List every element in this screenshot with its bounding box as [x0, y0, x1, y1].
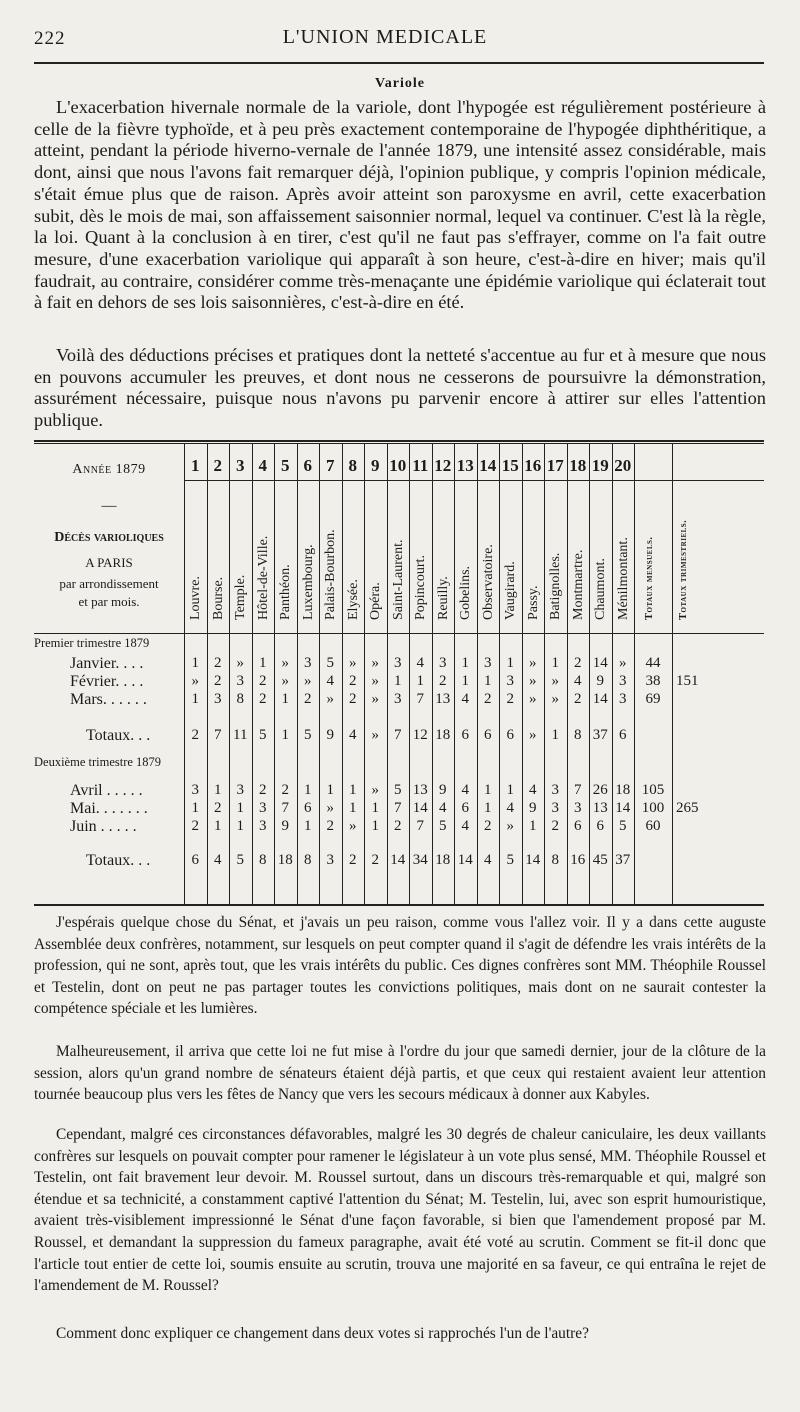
table-cell: 3 — [551, 800, 559, 816]
table-cell: 3 — [236, 782, 244, 798]
monthly-total: 38 — [645, 673, 661, 689]
table-cell: 1 — [214, 818, 222, 834]
table-cell: 9 — [596, 673, 604, 689]
section-title: Variole — [374, 76, 426, 91]
table-cell: » — [371, 673, 379, 689]
table-cell: 1 — [281, 691, 289, 707]
totals-cell: 8 — [259, 852, 267, 868]
table-cell: » — [371, 782, 379, 798]
table-cell: 2 — [326, 818, 334, 834]
row-label: Mai. . . . . . . — [70, 800, 148, 817]
table-cell: 5 — [394, 782, 402, 798]
table-cell: » — [326, 691, 334, 707]
table-cell: » — [529, 655, 537, 671]
table-cell: » — [281, 673, 289, 689]
quarterly-total-2: 265 — [676, 800, 699, 816]
table-cell: 2 — [574, 691, 582, 707]
quarter-label-2: Deuxième trimestre 1879 — [34, 755, 162, 769]
column-number: 3 — [236, 456, 245, 475]
totals-cell: 11 — [233, 727, 248, 743]
table-bottom-rule — [34, 904, 764, 906]
table-top-rule-2 — [34, 443, 764, 444]
column-number: 18 — [569, 456, 587, 475]
table-cell: 1 — [461, 655, 469, 671]
column-name: Luxembourg. — [300, 544, 316, 620]
table-cell: » — [326, 800, 334, 816]
table-cell: » — [349, 655, 357, 671]
totals-cell: 34 — [412, 852, 428, 868]
table-cell: 14 — [592, 655, 608, 671]
column-name: Ménilmontant. — [615, 537, 631, 620]
paragraph-5: Cependant, malgré ces circonstances défavorables, malgré les 30 degrés de chaleur caniculaire, les deux vaillants confrères sur lesquels on pouvait compter pour ramener le législateur à un vote plus sensé, MM. Théophile Roussel et Testelin, ont fait bravement leur devoir. M. Roussel surtout, dans un discours très-remarquable et qui, malgré son étendue et sa technicité, a constamment captivé l'attention du Sénat; M. Testelin, lui, avec son esprit humouristique, avaient très-visiblement impressionné le Sénat d'une façon favorable, si bien que l'amendement proposé par M. Roussel, et demandant la suppression du fameux paragraphe, avait été voté au scrutin. Comment se fit-il donc que l'article tout entier de cette loi, soumis ensuite au scrutin, trouva une majorité en sa faveur, ce qui entraîna le rejet de l'amendement de M. Roussel? — [34, 1126, 766, 1295]
table-cell: 7 — [416, 818, 424, 834]
totals-cell: 6 — [484, 727, 492, 743]
table-cell: 7 — [394, 800, 402, 816]
totals-cell: 18 — [435, 852, 451, 868]
table-cell: 1 — [349, 782, 357, 798]
paragraph-2: Voilà des déductions précises et pratiques dont la netteté s'accentue au fur et à mesure que nous en pouvons accumuler les preuves, et dont nous ne cesserons de poursuivre la démonstration, assurément nécessaire, puisque nous n'avons pu parvenir encore à attirer sur elles l'attention publique. — [34, 345, 766, 431]
column-name: Saint-Laurent. — [390, 539, 406, 620]
paragraph-4: Malheureusement, il arriva que cette loi ne fut mise à l'ordre du jour que samedi dernier, jour de la clôture de la session, alors qu'un grand nombre de sénateurs étaient déjà partis, et que ceux qui restaient avaient leur attention tournée beaucoup plus vers les fêtes de Nancy que vers les secours médicaux à donner aux Kabyles. — [34, 1043, 766, 1104]
totals-cell: 8 — [304, 852, 312, 868]
paragraph-1: L'exacerbation hivernale normale de la variole, dont l'hypogée est régulièrement postérieure à celle de la fièvre typhoïde, et à peu près exactement contemporaine de l'hypogée diphthéritique, a atteint, pendant la période hiverno-vernale de l'année 1879, une intensité assez considérable, mais dont, ainsi que nous l'avons fait remarquer déjà, l'opinion publique, y compris l'opinion médicale, s'était émue plus que de raison. Après avoir atteint son paroxysme en avril, cette exacerbation subit, dès le mois de mai, son affaissement saisonnier normal, lequel va continuer. C'est là la règle, la loi. Quant à la conclusion à en tirer, c'est qu'il ne faut pas s'effrayer, comme on l'a fait outre mesure, d'une exacerbation variolique qui apparaît à son heure, c'est-à-dire en hiver; mais qu'il faudrait, au contraire, considérer comme très-menaçante une épidémie variolique qui éclaterait tout à fait en dehors de ses lois saisonnières, c'est-à-dire en été. — [34, 97, 766, 313]
table-cell: » — [281, 655, 289, 671]
table-cell: 2 — [191, 818, 199, 834]
table-cell: 1 — [191, 655, 199, 671]
table-cell: 6 — [596, 818, 604, 834]
column-name: Louvre. — [188, 576, 203, 620]
heading-arr: par arrondissement — [59, 576, 159, 591]
table-cell: 4 — [461, 691, 469, 707]
column-number: 19 — [591, 456, 609, 475]
totals-cell: 18 — [435, 727, 451, 743]
monthly-total: 69 — [645, 691, 661, 707]
column-name: Observatoire. — [480, 544, 496, 620]
quarterly-total-1: 151 — [676, 673, 699, 689]
table-cell: 2 — [214, 800, 222, 816]
table-cell: 2 — [214, 655, 222, 671]
totals-cell: 14 — [390, 852, 406, 868]
row-label: Avril . . . . . — [70, 782, 143, 799]
table-cell: » — [236, 655, 244, 671]
table-cell: 1 — [506, 655, 514, 671]
table-cell: 1 — [304, 782, 312, 798]
table-cell: 4 — [529, 782, 537, 798]
column-name: Palais-Bourbon. — [323, 529, 338, 620]
column-name: Popincourt. — [413, 555, 428, 620]
table-cell: 1 — [416, 673, 424, 689]
column-name: Panthéon. — [278, 564, 293, 620]
totals-cell: 5 — [259, 727, 267, 743]
table-cell: » — [529, 673, 537, 689]
totals-cell: 3 — [326, 852, 334, 868]
totals-cell: 2 — [371, 852, 379, 868]
table-cell: 4 — [461, 818, 469, 834]
table-cell: 2 — [259, 782, 267, 798]
table-cell: 1 — [394, 673, 402, 689]
totals-cell: » — [529, 727, 537, 743]
table-cell: 7 — [281, 800, 289, 816]
table-cell: 2 — [349, 691, 357, 707]
table-cell: » — [506, 818, 514, 834]
table-cell: 2 — [304, 691, 312, 707]
totals-cell: 6 — [506, 727, 514, 743]
totals-cell: 6 — [461, 727, 469, 743]
totals-cell: 9 — [326, 727, 334, 743]
table-cell: 3 — [484, 655, 492, 671]
table-cell: 9 — [281, 818, 289, 834]
table-cell: 13 — [435, 691, 451, 707]
totals-cell: 5 — [506, 852, 514, 868]
table-cell: 2 — [484, 691, 492, 707]
column-number: 16 — [524, 456, 542, 475]
journal-title: L'UNION MEDICALE — [282, 26, 488, 48]
totals-cell: » — [371, 727, 379, 743]
table-cell: 3 — [394, 655, 402, 671]
table-cell: 5 — [619, 818, 627, 834]
table-cell: 1 — [259, 655, 267, 671]
table-cell: » — [304, 673, 312, 689]
totals-cell: 4 — [484, 852, 492, 868]
table-cell: 4 — [574, 673, 582, 689]
column-number: 10 — [389, 456, 407, 475]
totals-cell: 18 — [277, 852, 293, 868]
column-number: 9 — [371, 456, 380, 475]
table-cell: 13 — [412, 782, 428, 798]
table-cell: 3 — [259, 800, 267, 816]
table-cell: 1 — [461, 673, 469, 689]
table-cell: 1 — [191, 691, 199, 707]
totals-cell: 14 — [525, 852, 541, 868]
table-cell: 1 — [506, 782, 514, 798]
table-cell: 1 — [214, 782, 222, 798]
totals-cell: 7 — [214, 727, 222, 743]
row-label: Mars. . . . . . — [70, 691, 147, 708]
column-name: Chaumont. — [593, 558, 608, 620]
table-cell: 13 — [592, 800, 608, 816]
column-name: Elysée. — [345, 579, 361, 620]
column-name-quarterly-totals: Totaux trimestriels. — [678, 519, 689, 620]
totals-cell: 45 — [592, 852, 608, 868]
table-cell: 1 — [191, 800, 199, 816]
table-cell: 3 — [214, 691, 222, 707]
table-cell: 1 — [484, 782, 492, 798]
table-cell: 2 — [574, 655, 582, 671]
column-number: 20 — [614, 456, 632, 475]
column-name: Batignolles. — [548, 552, 563, 620]
table-cell: 1 — [551, 655, 559, 671]
table-cell: 7 — [574, 782, 582, 798]
table-cell: 3 — [619, 691, 627, 707]
column-name: Vaugirard. — [503, 561, 518, 620]
table-cell: 3 — [551, 782, 559, 798]
table-cell: 1 — [349, 800, 357, 816]
monthly-total: 44 — [645, 655, 661, 671]
table-cell: » — [371, 655, 379, 671]
table-cell: 4 — [506, 800, 514, 816]
table-cell: 18 — [615, 782, 631, 798]
table-cell: 4 — [326, 673, 334, 689]
number-row-rule — [184, 480, 764, 481]
totals-cell: 37 — [592, 727, 608, 743]
totals-cell: 16 — [570, 852, 586, 868]
column-name: Gobelins. — [458, 565, 473, 620]
table-cell: 2 — [349, 673, 357, 689]
row-label: Janvier. . . . — [70, 655, 144, 672]
table-cell: 3 — [619, 673, 627, 689]
totals-cell: 1 — [551, 727, 559, 743]
column-name: Bourse. — [210, 576, 226, 620]
column-number: 12 — [434, 456, 452, 475]
table-cell: 3 — [506, 673, 514, 689]
table-cell: 4 — [461, 782, 469, 798]
table-cell: 8 — [236, 691, 244, 707]
totals-cell: 12 — [412, 727, 428, 743]
table-cell: » — [529, 691, 537, 707]
totals-cell: 1 — [281, 727, 289, 743]
table-cell: 3 — [191, 782, 199, 798]
column-name: Temple. — [233, 574, 248, 620]
table-cell: 2 — [551, 818, 559, 834]
table-cell: 14 — [615, 800, 631, 816]
table-cell: 2 — [394, 818, 402, 834]
header-rule — [34, 62, 764, 64]
table-cell: 1 — [529, 818, 537, 834]
table-cell: 1 — [371, 800, 379, 816]
table-cell: 14 — [592, 691, 608, 707]
row-label: Juin . . . . . — [70, 818, 137, 835]
table-cell: 1 — [484, 800, 492, 816]
heading-mois: et par mois. — [78, 594, 140, 609]
monthly-total: 60 — [645, 818, 661, 834]
table-cell: 3 — [259, 818, 267, 834]
column-number: 1 — [191, 456, 200, 475]
table-cell: 9 — [439, 782, 447, 798]
column-number: 6 — [303, 456, 312, 475]
totals-cell: 4 — [349, 727, 357, 743]
table-cell: 1 — [236, 800, 244, 816]
smallpox-deaths-table — [34, 440, 764, 905]
table-cell: » — [349, 818, 357, 834]
heading-separator — [34, 633, 184, 634]
totals-label: Totaux. . . — [86, 852, 151, 869]
paragraph-6: Comment donc expliquer ce changement dans deux votes si rapprochés l'un de l'autre? — [56, 1325, 589, 1342]
table-cell: 2 — [281, 782, 289, 798]
table-cell: 1 — [326, 782, 334, 798]
table-cell: » — [551, 673, 559, 689]
column-name: Reuilly. — [435, 576, 451, 620]
column-number: 13 — [456, 456, 474, 475]
table-cell: 9 — [529, 800, 537, 816]
totals-label: Totaux. . . — [86, 727, 151, 744]
table-cell: 3 — [304, 655, 312, 671]
table-cell: 3 — [439, 655, 447, 671]
column-number: 7 — [326, 456, 335, 475]
table-cell: » — [191, 673, 199, 689]
table-cell: 1 — [236, 818, 244, 834]
column-name: Passy. — [525, 585, 541, 620]
table-cell: » — [371, 691, 379, 707]
heading-deces: Décès varioliques — [54, 530, 164, 545]
totals-cell: 2 — [191, 727, 199, 743]
column-number: 17 — [546, 456, 564, 475]
table-cell: » — [551, 691, 559, 707]
table-cell: 3 — [394, 691, 402, 707]
heading-paris: A PARIS — [85, 555, 133, 570]
table-cell: 2 — [506, 691, 514, 707]
monthly-total: 105 — [641, 782, 665, 798]
totals-cell: 14 — [457, 852, 473, 868]
column-rule — [672, 443, 673, 904]
table-cell: 2 — [259, 673, 267, 689]
names-row-rule — [184, 633, 764, 634]
table-cell: 1 — [484, 673, 492, 689]
totals-cell: 8 — [551, 852, 559, 868]
column-name-monthly-totals: Totaux mensuels. — [644, 536, 655, 620]
table-cell: 5 — [326, 655, 334, 671]
heading-dash: — — [101, 498, 117, 514]
totals-cell: 37 — [615, 852, 631, 868]
column-name: Montmartre. — [570, 549, 586, 620]
totals-cell: 6 — [191, 852, 199, 868]
table-cell: 2 — [259, 691, 267, 707]
table-cell: 3 — [574, 800, 582, 816]
table-cell: 4 — [439, 800, 447, 816]
table-cell: 4 — [416, 655, 424, 671]
column-number: 14 — [479, 456, 497, 475]
column-number: 5 — [281, 456, 290, 475]
table-cell: » — [619, 655, 627, 671]
table-cell: 2 — [484, 818, 492, 834]
quarter-label-1: Premier trimestre 1879 — [34, 636, 150, 650]
row-label: Février. . . . — [70, 673, 144, 690]
column-name: Hôtel-de-Ville. — [255, 535, 271, 620]
table-top-rule — [34, 440, 764, 442]
column-number: 2 — [213, 456, 222, 475]
table-cell: 5 — [439, 818, 447, 834]
column-number: 15 — [501, 456, 519, 475]
table-cell: 1 — [371, 818, 379, 834]
page-number: 222 — [34, 28, 66, 49]
table-cell: 14 — [412, 800, 428, 816]
column-number: 8 — [348, 456, 357, 475]
column-name: Opéra. — [368, 582, 383, 620]
totals-cell: 8 — [574, 727, 582, 743]
table-cell: 26 — [592, 782, 608, 798]
totals-cell: 2 — [349, 852, 357, 868]
table-cell: 6 — [574, 818, 582, 834]
table-cell: 3 — [236, 673, 244, 689]
totals-cell: 5 — [304, 727, 312, 743]
table-cell: 6 — [461, 800, 469, 816]
column-number: 11 — [412, 456, 429, 475]
totals-cell: 4 — [214, 852, 222, 868]
totals-cell: 7 — [394, 727, 402, 743]
table-cell: 2 — [439, 673, 447, 689]
column-number: 4 — [258, 456, 267, 475]
monthly-total: 100 — [641, 800, 665, 816]
table-cell: 6 — [304, 800, 312, 816]
table-cell: 2 — [214, 673, 222, 689]
table-cell: 7 — [416, 691, 424, 707]
totals-cell: 6 — [619, 727, 627, 743]
paragraph-3: J'espérais quelque chose du Sénat, et j'avais un peu raison, comme vous l'allez voir. Il y a dans cette auguste Assemblée deux confrères, notamment, sur lesquels on peut compter quand il s'agit de défendre les vrais intérêts de la profession, qui ne sont, après tout, que les vrais intérêts du public. Ces dignes confrères sont MM. Théophile Roussel et Testelin, dont on peut ne pas partager toutes les convictions politiques, mais dont on ne saurait contester la compétence spéciale et les lumières. — [34, 914, 766, 1018]
table-cell: 1 — [304, 818, 312, 834]
heading-year: Année 1879 — [72, 462, 146, 477]
totals-cell: 5 — [236, 852, 244, 868]
